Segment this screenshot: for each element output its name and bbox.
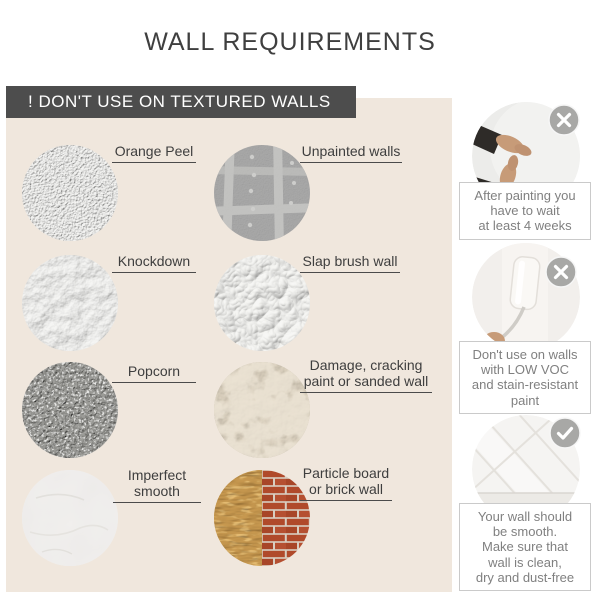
note-line: at least 4 weeks bbox=[478, 218, 572, 234]
particle-board-brick-texture-image bbox=[214, 470, 310, 566]
damage-cracking-texture-image bbox=[214, 362, 310, 458]
knockdown-texture-image bbox=[22, 255, 118, 351]
label-line: Slap brush wall bbox=[302, 253, 398, 269]
note-line: dry and dust-free bbox=[475, 569, 575, 585]
texture-label-popcorn bbox=[112, 363, 196, 383]
label-line: Imperfect bbox=[127, 467, 187, 483]
rule-note-smooth-clean bbox=[459, 503, 591, 591]
texture-label-imperfect-smooth bbox=[113, 467, 201, 503]
note-line: paint bbox=[510, 392, 540, 408]
note-line: Make sure that bbox=[482, 539, 568, 555]
note-line: and stain-resistant bbox=[471, 377, 579, 393]
label-line: smooth bbox=[134, 483, 180, 499]
note-line: wall is clean, bbox=[488, 554, 562, 570]
warning-banner bbox=[6, 86, 356, 118]
orange-peel-texture-image bbox=[22, 145, 118, 241]
label-line: or brick wall bbox=[309, 481, 383, 497]
note-line: with LOW VOC bbox=[480, 362, 570, 378]
note-line: be smooth. bbox=[492, 524, 558, 540]
label-line: Unpainted walls bbox=[301, 143, 401, 159]
texture-label-slap-brush bbox=[300, 253, 400, 273]
popcorn-texture-image bbox=[22, 362, 118, 458]
texture-label-orange-peel bbox=[112, 143, 196, 163]
note-line: have to wait bbox=[490, 203, 560, 219]
texture-label-damage-cracking bbox=[300, 357, 432, 393]
imperfect-smooth-texture-image bbox=[22, 470, 118, 566]
page-title: WALL REQUIREMENTS bbox=[144, 28, 436, 56]
texture-label-knockdown bbox=[112, 253, 196, 273]
check-icon bbox=[549, 417, 581, 449]
label-line: Knockdown bbox=[117, 253, 191, 269]
label-line: Popcorn bbox=[127, 363, 181, 379]
texture-label-unpainted-walls bbox=[300, 143, 402, 163]
slap-brush-texture-image bbox=[214, 255, 310, 351]
note-line: Don't use on walls bbox=[472, 347, 578, 362]
x-icon bbox=[545, 256, 577, 288]
note-line: Your wall should bbox=[477, 509, 573, 524]
rule-note-low-voc bbox=[459, 341, 591, 414]
label-line: Particle board bbox=[302, 465, 390, 481]
x-icon bbox=[548, 104, 580, 136]
label-line: Orange Peel bbox=[114, 143, 194, 159]
warning-banner-text: ! DON'T USE ON TEXTURED WALLS bbox=[28, 92, 331, 111]
unpainted-walls-texture-image bbox=[214, 145, 310, 241]
texture-label-particle-brick bbox=[300, 465, 392, 501]
rule-note-painting-wait bbox=[459, 182, 591, 240]
note-line: After painting you bbox=[474, 188, 576, 203]
label-line: paint or sanded wall bbox=[303, 373, 429, 389]
label-line: Damage, cracking bbox=[309, 357, 423, 373]
